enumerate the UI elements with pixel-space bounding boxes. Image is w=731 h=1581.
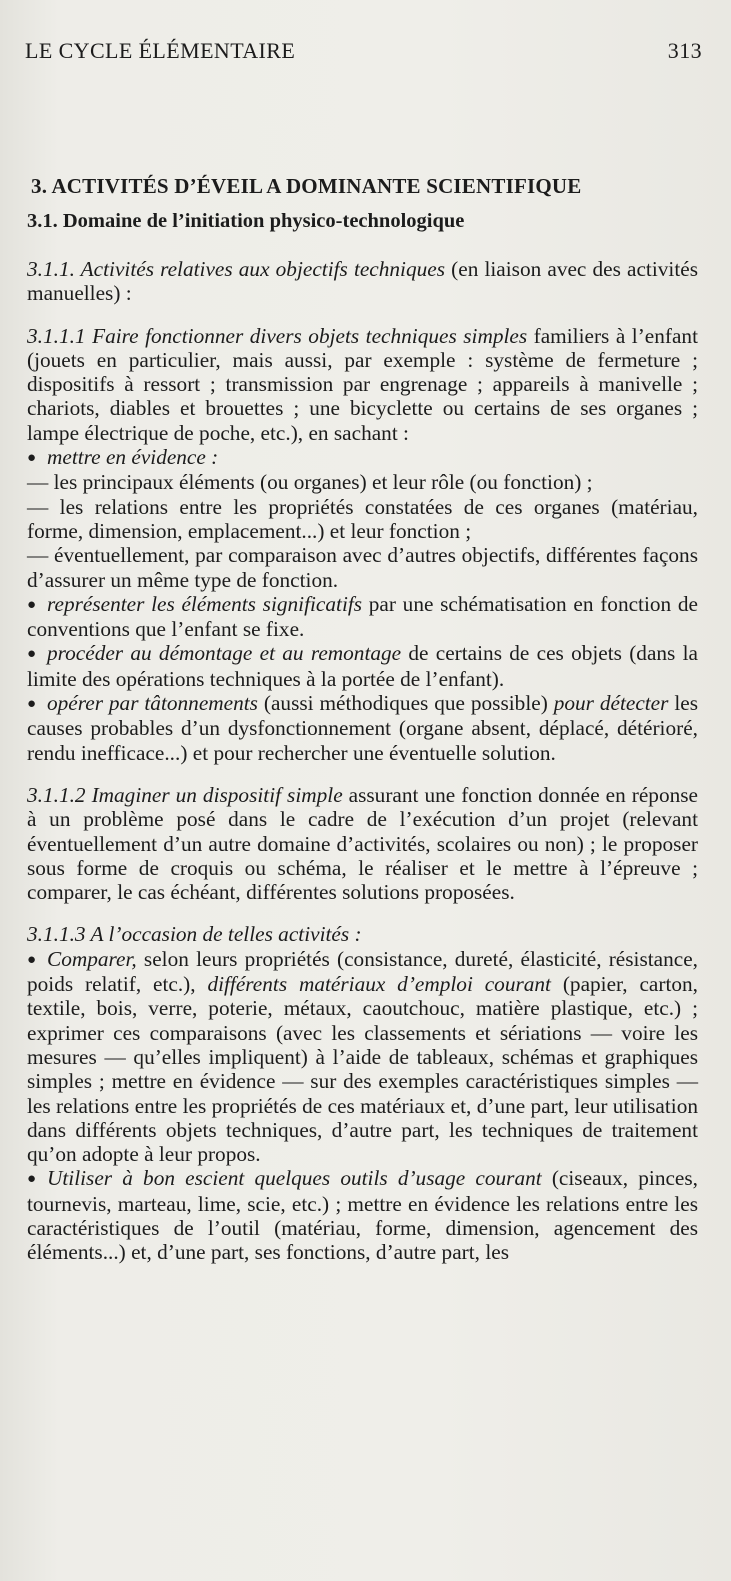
bullet-lead: opérer par tâtonnements bbox=[47, 691, 258, 716]
bullet-icon: ● bbox=[27, 1171, 37, 1188]
running-header bbox=[25, 38, 702, 64]
bullet-lead: Utiliser à bon escient quelques outils d’usage courant bbox=[47, 1166, 542, 1191]
bullet-icon: ● bbox=[27, 951, 37, 968]
bullet-lead: mettre en évidence : bbox=[47, 445, 219, 470]
paragraph-text: (aussi méthodiques que possible) bbox=[257, 691, 554, 716]
paragraph-text: les causes probables d’un dysfonctionnement (organe absent, déplacé, détérioré, rendu inefficace...) et pour rechercher une éventuelle solution. bbox=[27, 691, 699, 765]
bullet-icon: ● bbox=[27, 450, 37, 467]
bullet-item bbox=[27, 691, 698, 765]
paragraph-text: par une schématisation en fonction de conventions que l’enfant se fixe. bbox=[27, 591, 698, 642]
heading-3-1-1-2: 3.1.1.2 Imaginer un dispositif simple bbox=[27, 782, 343, 807]
running-title: LE CYCLE ÉLÉMENTAIRE bbox=[25, 38, 296, 63]
dash-item: — les principaux éléments (ou organes) et leur rôle (ou fonction) ; bbox=[27, 470, 593, 495]
bullet-item bbox=[27, 1166, 698, 1264]
dash-item: — éventuellement, par comparaison avec d’autres objectifs, différentes façons d’assurer un même type de fonction. bbox=[27, 543, 698, 592]
bullet-item bbox=[27, 947, 698, 1167]
paragraph-text: (papier, carton, textile, bois, verre, poterie, métaux, caoutchouc, matière plastique, etc.) ; exprimer ces comparaisons (avec les classements et sériations — voire les mesures — qu’elles impliquent) à l’aide de tableaux, schémas et graphiques simples ; mettre en évidence — sur des exemples caractéristiques simples — les relations entre les propriétés de ces matériaux et, d’une part, leur utilisation dans différents objets techniques, d’autre part, les techniques de traitement qu’on adopte à leur propos. bbox=[27, 972, 699, 1167]
emphasis-text: pour détecter bbox=[553, 691, 669, 716]
heading-3-1-1: 3.1.1. Activités relatives aux objectifs techniques bbox=[27, 257, 446, 281]
bullet-icon: ● bbox=[27, 646, 37, 663]
bullet-item bbox=[27, 445, 698, 470]
heading-3-1-1-3: 3.1.1.3 A l’occasion de telles activités : bbox=[27, 922, 362, 947]
subsection-title: 3.1. Domaine de l’initiation physico-technologique bbox=[27, 210, 465, 232]
paragraph-text: assurant une fonction donnée en réponse à un problème posé dans le cadre de l’exécution d’un projet (relevant éventuellement d’un autre domaine d’activités, scolaires ou non) ; le proposer sous forme de croquis ou schéma, le réaliser et le mettre à l’épreuve ; comparer, le cas échéant, différentes solutions proposées. bbox=[27, 782, 698, 905]
dash-item: — les relations entre les propriétés constatées de ces organes (matériau, forme, dimension, emplacement...) et leur fonction ; bbox=[27, 494, 698, 543]
paragraph-3-1-1-3 bbox=[27, 922, 698, 946]
paragraph-text: selon leurs propriétés (consistance, dureté, élasticité, résistance, poids relatif, etc.), bbox=[27, 946, 698, 997]
bullet-item bbox=[27, 592, 698, 642]
paragraph-text: de certains de ces objets (dans la limite des opérations techniques à la portée de l’enfant). bbox=[27, 641, 698, 691]
paragraph-3-1-1 bbox=[27, 257, 698, 306]
body-text bbox=[27, 257, 698, 1265]
bullet-lead: représenter les éléments significatifs bbox=[47, 591, 363, 616]
section-title: 3. ACTIVITÉS D’ÉVEIL A DOMINANTE SCIENTIFIQUE bbox=[31, 174, 582, 198]
emphasis-text: différents matériaux d’emploi courant bbox=[207, 972, 551, 997]
bullet-lead: Comparer, bbox=[47, 946, 137, 971]
bullet-item bbox=[27, 641, 698, 691]
bullet-lead: procéder au démontage et au remontage bbox=[47, 641, 402, 666]
paragraph-3-1-1-2 bbox=[27, 783, 698, 904]
bullet-icon: ● bbox=[27, 696, 37, 713]
heading-3-1-1-1: 3.1.1.1 Faire fonctionner divers objets techniques simples bbox=[27, 323, 528, 348]
page-number: 313 bbox=[667, 38, 702, 63]
paragraph-text: (ciseaux, pinces, tournevis, marteau, lime, scie, etc.) ; mettre en évidence les relations entre les caractéristiques de l’outil (matériau, forme, dimension, agencement des éléments...) et, d’une part, ses fonctions, d’autre part, les bbox=[27, 1166, 698, 1265]
paragraph-text: familiers à l’enfant (jouets en particulier, mais aussi, par exemple : système de fermeture ; dispositifs à ressort ; transmission par engrenage ; appareils à manivelle ; chariots, diables et brouettes ; une bicyclette ou certains de ses organes ; lampe électrique de poche, etc.), en sachant : bbox=[27, 323, 698, 445]
paragraph-text: (en liaison avec des activités manuelles) : bbox=[27, 257, 698, 306]
bullet-icon: ● bbox=[27, 596, 37, 613]
paragraph-3-1-1-1 bbox=[27, 324, 698, 445]
